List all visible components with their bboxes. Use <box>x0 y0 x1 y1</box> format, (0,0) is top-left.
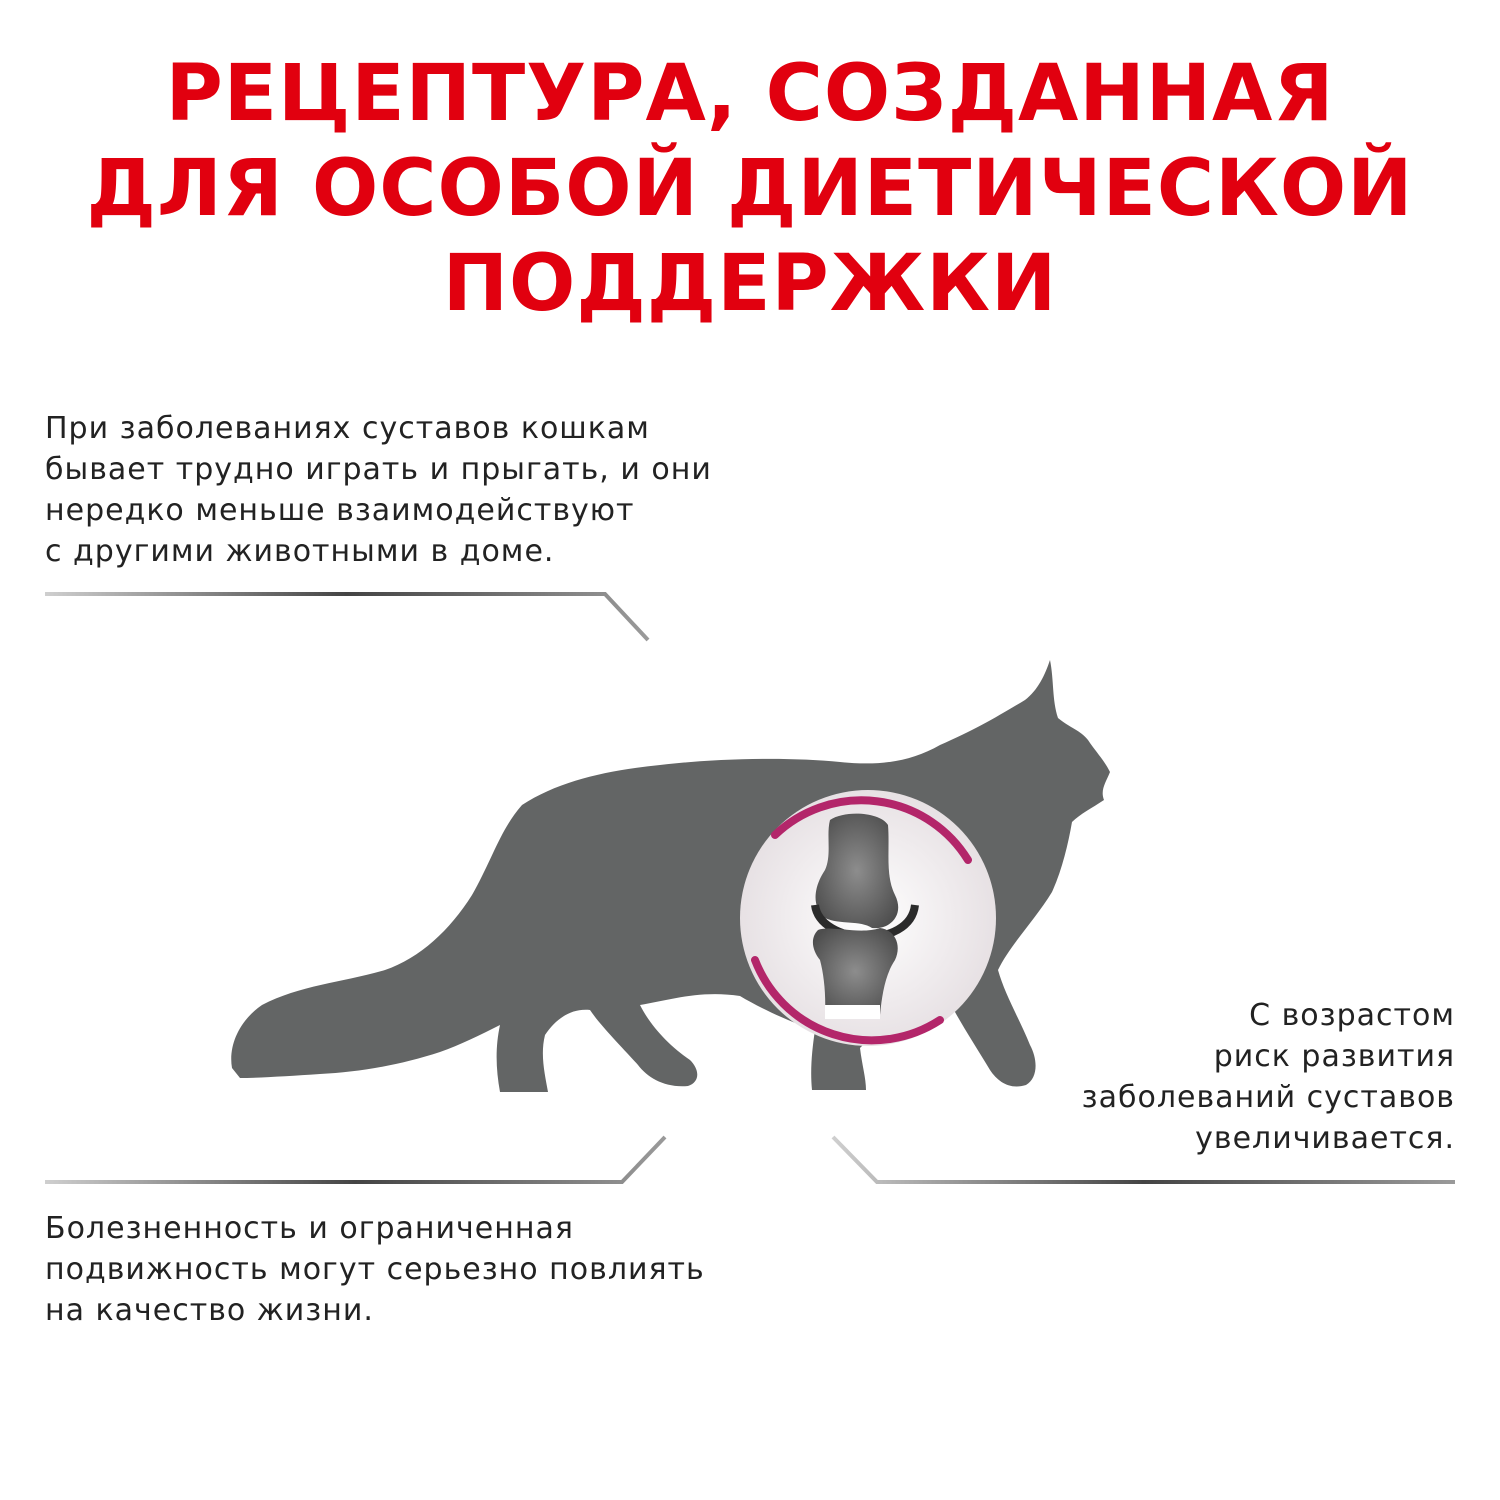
callout-rule-top-left <box>45 594 648 640</box>
callout-text-line: заболеваний суставов <box>1081 1080 1455 1115</box>
callout-text-line: бывает трудно играть и прыгать, и они <box>45 452 712 487</box>
callout-text-line: с другими животными в доме. <box>45 534 555 569</box>
headline-line-3: ПОДДЕРЖКИ <box>442 239 1058 329</box>
joint-icon <box>740 790 996 1046</box>
callout-rule-bottom-left <box>45 1137 665 1182</box>
callout-text-line: Болезненность и ограниченная <box>45 1211 574 1246</box>
callout-text-line: на качество жизни. <box>45 1293 374 1328</box>
callout-text-line: подвижность могут серьезно повлиять <box>45 1252 705 1287</box>
callout-text-line: При заболеваниях суставов кошкам <box>45 411 650 446</box>
callout-text-line: риск развития <box>1213 1039 1455 1074</box>
headline-line-1: РЕЦЕПТУРА, СОЗДАННАЯ <box>165 49 1335 139</box>
headline-line-2: ДЛЯ ОСОБОЙ ДИЕТИЧЕСКОЙ <box>86 144 1414 234</box>
callout-text-line: увеличивается. <box>1195 1121 1455 1156</box>
callout-text-line: С возрастом <box>1249 998 1455 1033</box>
callout-text-line: нередко меньше взаимодействуют <box>45 493 635 528</box>
